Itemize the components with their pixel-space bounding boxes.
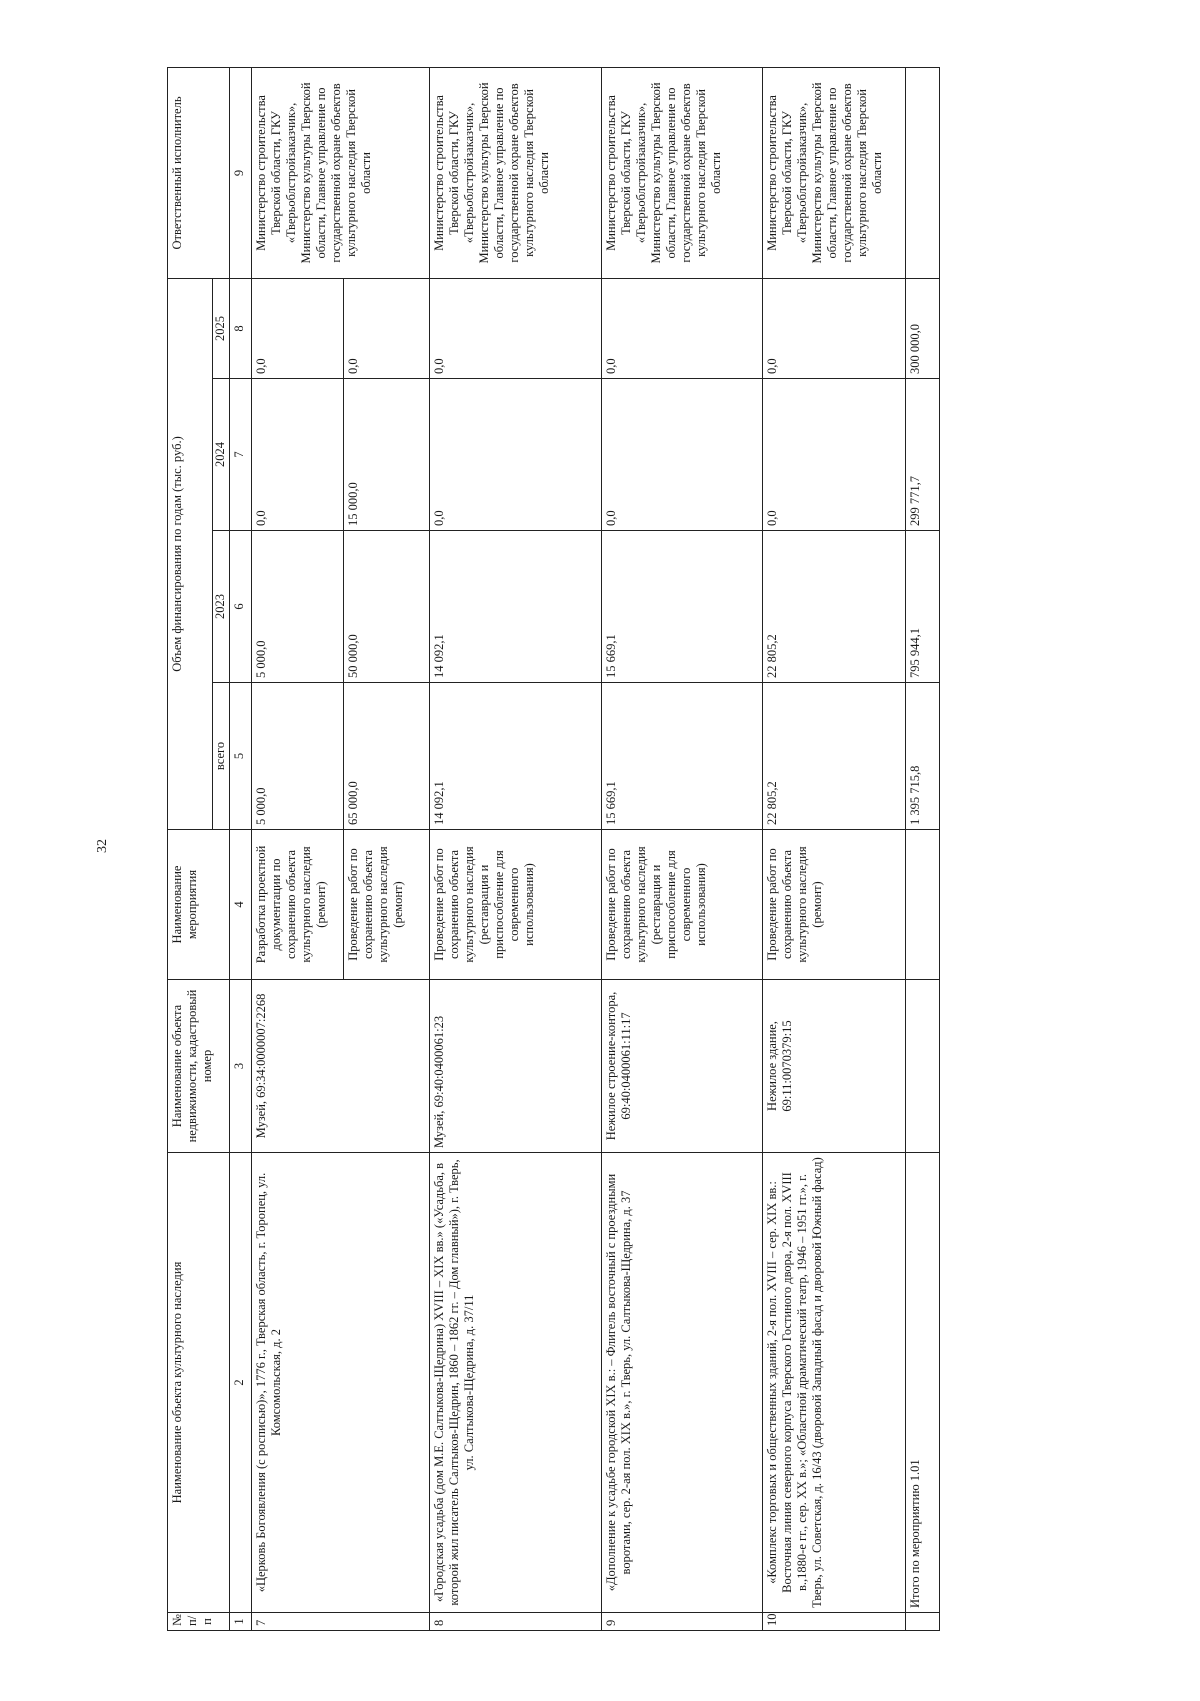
header-2024: 2024 — [213, 379, 230, 531]
amount-2024: 0,0 — [762, 379, 905, 531]
amount-2023: 14 092,1 — [429, 531, 601, 683]
total-no — [905, 1613, 939, 1631]
amount-total: 5 000,0 — [251, 683, 343, 830]
total-empty — [905, 980, 939, 1153]
executor: Министерство строительства Тверской области, ГКУ «Тверьоблстройзаказчик», Министерство культуры Тверской области, Главное управление по государственной охране объектов культурного наследия Тверской области — [429, 67, 601, 278]
property-name: Нежилое строение-контора, 69:40:0400061:11:17 — [601, 980, 762, 1153]
page-number: 32 — [95, 839, 110, 853]
column-number: 5 — [230, 683, 251, 830]
object-name: «Комплекс торговых и общественных зданий, 2-я пол. XVIII – сер. XIX вв.: Восточная линия северного корпуса Тверского Гостиного двора, 2-я пол. XVIII в.,1880-е гг., сер. XX в.»; «Областной драматический театр, 1946 – 1951 гг.», г. Тверь, ул. Советская, д. 16/43 (дворовой Западный фасад и дворовой Южный фасад) — [762, 1153, 905, 1613]
header-row-1 — [168, 67, 213, 1630]
header-total: всего — [213, 683, 230, 830]
object-name: «Городская усадьба (дом М.Е. Салтыкова-Щедрина) XVIII – XIX вв.» («Усадьба, в которой жил писатель Салтыков-Щедрин, 1860 – 1862 гг. – Дом главный»), г. Тверь, ул. Салтыкова-Щедрина, д. 37/11 — [429, 1153, 601, 1613]
rotated-table-container — [167, 68, 940, 1631]
amount-total: 65 000,0 — [344, 683, 430, 830]
object-name: «Церковь Богоявления (с росписью)», 1776 г., Тверская область, г. Торопец, ул. Комсомольская, д. 2 — [251, 1153, 429, 1613]
amount-total: 14 092,1 — [429, 683, 601, 830]
amount-2025: 0,0 — [344, 278, 430, 378]
table-row — [762, 67, 905, 1630]
column-number: 4 — [230, 830, 251, 980]
total-2023: 795 944,1 — [905, 531, 939, 683]
column-number: 3 — [230, 980, 251, 1153]
column-number: 1 — [230, 1613, 251, 1631]
column-number: 2 — [230, 1153, 251, 1613]
total-2025: 300 000,0 — [905, 278, 939, 378]
table-row — [601, 67, 762, 1630]
total-empty — [905, 67, 939, 278]
header-no: № п/п — [168, 1613, 230, 1631]
amount-2024: 15 000,0 — [344, 379, 430, 531]
table-row — [251, 67, 343, 1630]
column-numbers-row — [230, 67, 251, 1630]
column-number: 8 — [230, 278, 251, 378]
header-funding: Объем финансирования по годам (тыс. руб.) — [168, 278, 213, 829]
amount-2023: 5 000,0 — [251, 531, 343, 683]
total-label: Итого по мероприятию 1.01 — [905, 1153, 939, 1613]
row-number: 8 — [429, 1613, 601, 1631]
header-executor: Ответственный исполнитель — [168, 67, 230, 278]
activity-name: Проведение работ по сохранению объекта культурного наследия (ремонт) — [762, 830, 905, 980]
executor: Министерство строительства Тверской области, ГКУ «Тверьоблстройзаказчик», Министерство культуры Тверской области, Главное управление по государственной охране объектов культурного наследия Тверской области — [251, 67, 429, 278]
amount-2023: 15 669,1 — [601, 531, 762, 683]
total-row — [905, 67, 939, 1630]
column-number: 9 — [230, 67, 251, 278]
header-property: Наименование объекта недвижимости, кадастровый номер — [168, 980, 230, 1153]
header-activity: Наименование мероприятия — [168, 830, 230, 980]
activity-name: Разработка проектной документации по сохранению объекта культурного наследия (ремонт) — [251, 830, 343, 980]
header-2023: 2023 — [213, 531, 230, 683]
amount-2025: 0,0 — [601, 278, 762, 378]
amount-2025: 0,0 — [429, 278, 601, 378]
row-number: 7 — [251, 1613, 429, 1631]
column-number: 7 — [230, 379, 251, 531]
table-row — [429, 67, 601, 1630]
property-name: Музей, 69:40:0400061:23 — [429, 980, 601, 1153]
object-name: «Дополнение к усадьбе городской XIX в.: – Флигель восточный с проездными воротами, сер. 2-ая пол. XIX в.», г. Тверь, ул. Салтыкова-Щедрина, д. 37 — [601, 1153, 762, 1613]
total-sum: 1 395 715,8 — [905, 683, 939, 830]
funding-table — [167, 67, 940, 1631]
header-object: Наименование объекта культурного наследия — [168, 1153, 230, 1613]
amount-2025: 0,0 — [762, 278, 905, 378]
amount-total: 22 805,2 — [762, 683, 905, 830]
header-2025: 2025 — [213, 278, 230, 378]
amount-2023: 22 805,2 — [762, 531, 905, 683]
total-empty — [905, 830, 939, 980]
amount-2023: 50 000,0 — [344, 531, 430, 683]
executor: Министерство строительства Тверской области, ГКУ «Тверьоблстройзаказчик», Министерство культуры Тверской области, Главное управление по государственной охране объектов культурного наследия Тверской области — [762, 67, 905, 278]
activity-name: Проведение работ по сохранению объекта культурного наследия (реставрация и приспособление для современного использования) — [429, 830, 601, 980]
executor: Министерство строительства Тверской области, ГКУ «Тверьоблстройзаказчик», Министерство культуры Тверской области, Главное управление по государственной охране объектов культурного наследия Тверской области — [601, 67, 762, 278]
property-name: Нежилое здание, 69:11:0070379:15 — [762, 980, 905, 1153]
amount-2025: 0,0 — [251, 278, 343, 378]
amount-2024: 0,0 — [601, 379, 762, 531]
activity-name: Проведение работ по сохранению объекта культурного наследия (ремонт) — [344, 830, 430, 980]
row-number: 9 — [601, 1613, 762, 1631]
property-name: Музей, 69:34:0000007:2268 — [251, 980, 429, 1153]
activity-name: Проведение работ по сохранению объекта культурного наследия (реставрация и приспособление для современного использования) — [601, 830, 762, 980]
amount-total: 15 669,1 — [601, 683, 762, 830]
amount-2024: 0,0 — [429, 379, 601, 531]
row-number: 10 — [762, 1613, 905, 1631]
column-number: 6 — [230, 531, 251, 683]
amount-2024: 0,0 — [251, 379, 343, 531]
total-2024: 299 771,7 — [905, 379, 939, 531]
